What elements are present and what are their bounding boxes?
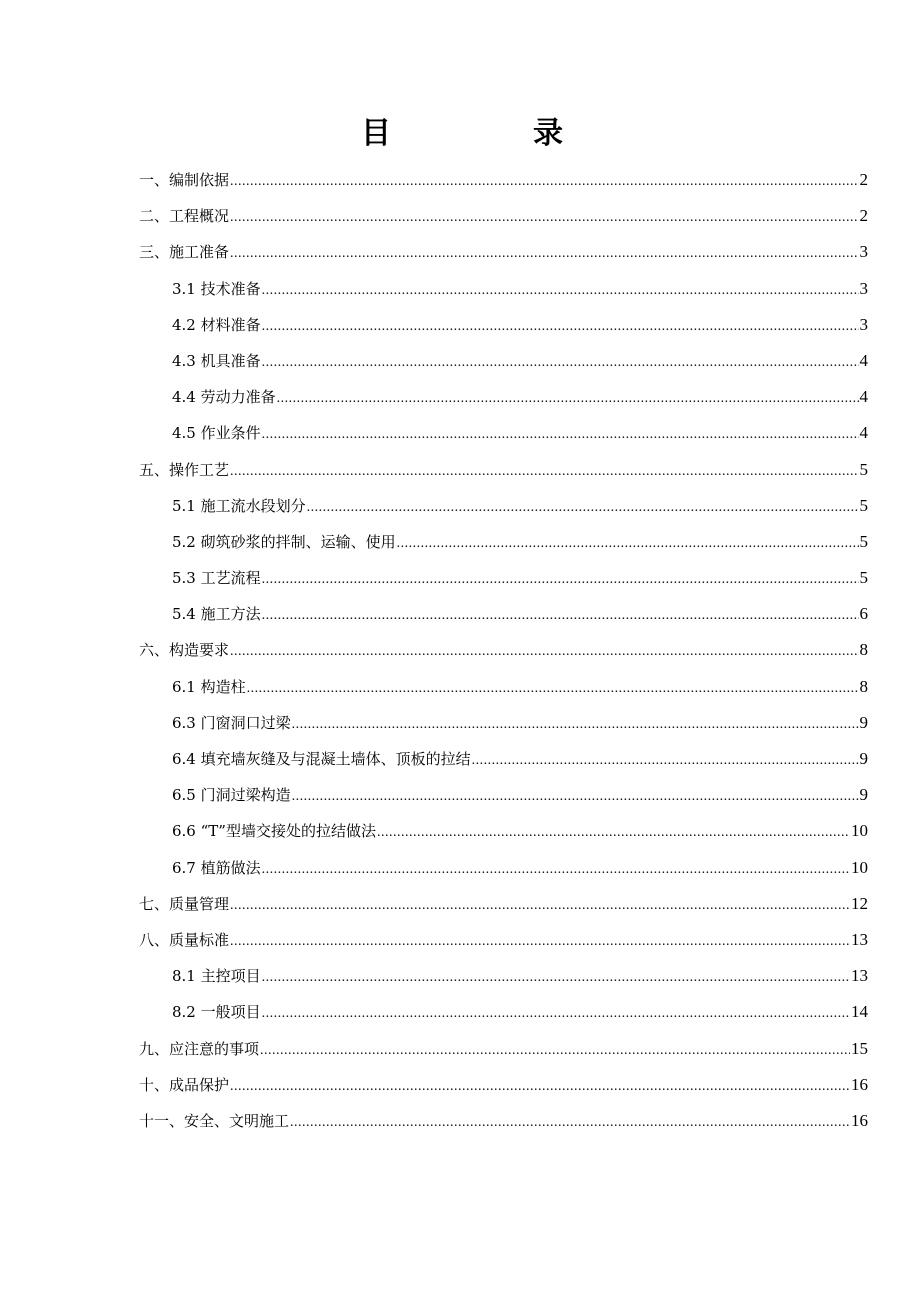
toc-dot-leader bbox=[292, 707, 859, 743]
toc-entry[interactable] bbox=[139, 958, 868, 994]
toc-entry-label: 十、成品保护 bbox=[139, 1075, 230, 1094]
toc-entry-label: 4.4 劳动力准备 bbox=[172, 388, 276, 407]
toc-entry-label: 5.4 施工方法 bbox=[172, 605, 261, 624]
toc-list bbox=[139, 162, 868, 1139]
toc-page-number: 2 bbox=[859, 170, 868, 189]
toc-page-number: 6 bbox=[859, 604, 868, 624]
toc-page-number: 12 bbox=[851, 893, 868, 913]
toc-entry-label: 五、操作工艺 bbox=[139, 460, 230, 479]
toc-page-number: 4 bbox=[859, 423, 868, 443]
toc-page-number: 3 bbox=[859, 278, 868, 298]
toc-entry-label: 8.2 一般项目 bbox=[172, 1003, 261, 1022]
toc-page-number: 4 bbox=[859, 350, 868, 370]
toc-entry[interactable] bbox=[139, 596, 868, 632]
toc-entry[interactable] bbox=[139, 886, 868, 922]
toc-entry[interactable] bbox=[139, 1103, 868, 1139]
toc-entry-label: 八、质量标准 bbox=[139, 930, 230, 949]
toc-entry[interactable] bbox=[139, 994, 868, 1030]
toc-page-number: 8 bbox=[859, 676, 868, 696]
toc-page-number: 13 bbox=[851, 929, 868, 949]
toc-dot-leader bbox=[292, 779, 859, 815]
toc-entry[interactable] bbox=[139, 777, 868, 813]
toc-entry-label: 5.2 砌筑砂浆的拌制、运输、使用 bbox=[172, 532, 396, 551]
toc-entry-label: 6.5 门洞过梁构造 bbox=[172, 786, 291, 805]
toc-page-number: 15 bbox=[851, 1038, 868, 1058]
toc-dot-leader bbox=[397, 526, 859, 562]
toc-entry-label: 六、构造要求 bbox=[139, 641, 230, 660]
toc-page-number: 8 bbox=[859, 640, 868, 660]
toc-dot-leader bbox=[262, 996, 850, 1032]
toc-dot-leader bbox=[262, 598, 859, 634]
toc-entry[interactable] bbox=[139, 560, 868, 596]
toc-dot-leader bbox=[277, 381, 859, 417]
toc-page-number: 2 bbox=[859, 206, 868, 226]
toc-dot-leader bbox=[260, 1033, 850, 1069]
toc-entry[interactable] bbox=[139, 234, 868, 270]
toc-entry-label: 6.3 门窗洞口过梁 bbox=[172, 713, 291, 732]
toc-dot-leader bbox=[262, 345, 859, 381]
toc-page-number: 5 bbox=[859, 495, 868, 515]
toc-dot-leader bbox=[290, 1105, 850, 1141]
toc-entry[interactable] bbox=[139, 1067, 868, 1103]
toc-page-number: 5 bbox=[859, 568, 868, 588]
toc-page-number: 9 bbox=[859, 785, 868, 805]
toc-page-number: 4 bbox=[859, 387, 868, 407]
toc-page-number: 13 bbox=[851, 966, 868, 986]
toc-entry-label: 4.3 机具准备 bbox=[172, 351, 261, 370]
toc-page-number: 5 bbox=[859, 531, 868, 551]
toc-dot-leader bbox=[247, 671, 859, 707]
toc-entry[interactable] bbox=[139, 705, 868, 741]
toc-entry-label: 6.7 植筋做法 bbox=[172, 858, 261, 877]
toc-dot-leader bbox=[262, 852, 850, 888]
toc-dot-leader bbox=[230, 200, 858, 236]
toc-entry-label: 十一、安全、文明施工 bbox=[139, 1111, 290, 1130]
toc-entry-label: 8.1 主控项目 bbox=[172, 967, 261, 986]
toc-entry-label: 二、工程概况 bbox=[139, 207, 230, 226]
toc-entry-label: 6.1 构造柱 bbox=[172, 677, 246, 696]
toc-entry-label: 3.1 技术准备 bbox=[172, 279, 261, 298]
toc-entry[interactable] bbox=[139, 669, 868, 705]
toc-entry-label: 6.6 “T”型墙交接处的拉结做法 bbox=[172, 822, 376, 841]
toc-dot-leader bbox=[230, 454, 858, 490]
toc-entry-label: 一、编制依据 bbox=[139, 171, 230, 189]
toc-page-number: 3 bbox=[859, 242, 868, 262]
toc-dot-leader bbox=[230, 888, 850, 924]
toc-entry[interactable] bbox=[139, 922, 868, 958]
toc-entry[interactable] bbox=[139, 415, 868, 451]
toc-dot-leader bbox=[230, 1069, 850, 1105]
toc-entry[interactable] bbox=[139, 632, 868, 668]
toc-entry[interactable] bbox=[139, 1031, 868, 1067]
toc-dot-leader bbox=[262, 273, 859, 309]
toc-page-number: 10 bbox=[851, 857, 868, 877]
toc-page-number: 16 bbox=[851, 1110, 868, 1130]
toc-entry-label: 6.4 填充墙灰缝及与混凝土墙体、顶板的拉结 bbox=[172, 750, 471, 768]
toc-entry-label: 三、施工准备 bbox=[139, 243, 230, 262]
toc-entry[interactable] bbox=[139, 307, 868, 343]
toc-entry-label: 4.2 材料准备 bbox=[172, 315, 261, 334]
toc-dot-leader bbox=[262, 960, 850, 996]
toc-page-number: 10 bbox=[851, 821, 868, 841]
toc-entry-label: 4.5 作业条件 bbox=[172, 424, 261, 443]
toc-entry[interactable] bbox=[139, 741, 868, 777]
toc-entry[interactable] bbox=[139, 162, 868, 198]
toc-entry[interactable] bbox=[139, 379, 868, 415]
toc-dot-leader bbox=[307, 490, 859, 526]
toc-page-number: 3 bbox=[859, 314, 868, 334]
toc-entry[interactable] bbox=[139, 488, 868, 524]
toc-entry-label: 5.1 施工流水段划分 bbox=[172, 496, 306, 515]
toc-entry-label: 5.3 工艺流程 bbox=[172, 569, 261, 588]
toc-dot-leader bbox=[230, 236, 858, 272]
toc-entry[interactable] bbox=[139, 524, 868, 560]
toc-dot-leader bbox=[472, 743, 859, 779]
toc-entry[interactable] bbox=[139, 271, 868, 307]
toc-dot-leader bbox=[230, 164, 858, 200]
toc-dot-leader bbox=[262, 562, 859, 598]
toc-entry[interactable] bbox=[139, 198, 868, 234]
toc-page-number: 9 bbox=[859, 712, 868, 732]
toc-entry-label: 七、质量管理 bbox=[139, 894, 230, 913]
toc-entry-label: 九、应注意的事项 bbox=[139, 1039, 260, 1058]
toc-dot-leader bbox=[377, 815, 850, 851]
toc-dot-leader bbox=[262, 417, 859, 453]
toc-page-number: 9 bbox=[859, 749, 868, 768]
page-title: 目 录 bbox=[361, 116, 619, 151]
toc-dot-leader bbox=[262, 309, 859, 345]
toc-dot-leader bbox=[230, 634, 858, 670]
toc-entry[interactable] bbox=[139, 813, 868, 849]
toc-dot-leader bbox=[230, 924, 850, 960]
toc-page-number: 14 bbox=[851, 1002, 868, 1022]
toc-page-number: 5 bbox=[859, 459, 868, 479]
toc-entry[interactable] bbox=[139, 452, 868, 488]
toc-page-number: 16 bbox=[851, 1074, 868, 1094]
toc-entry[interactable] bbox=[139, 343, 868, 379]
toc-entry[interactable] bbox=[139, 850, 868, 886]
